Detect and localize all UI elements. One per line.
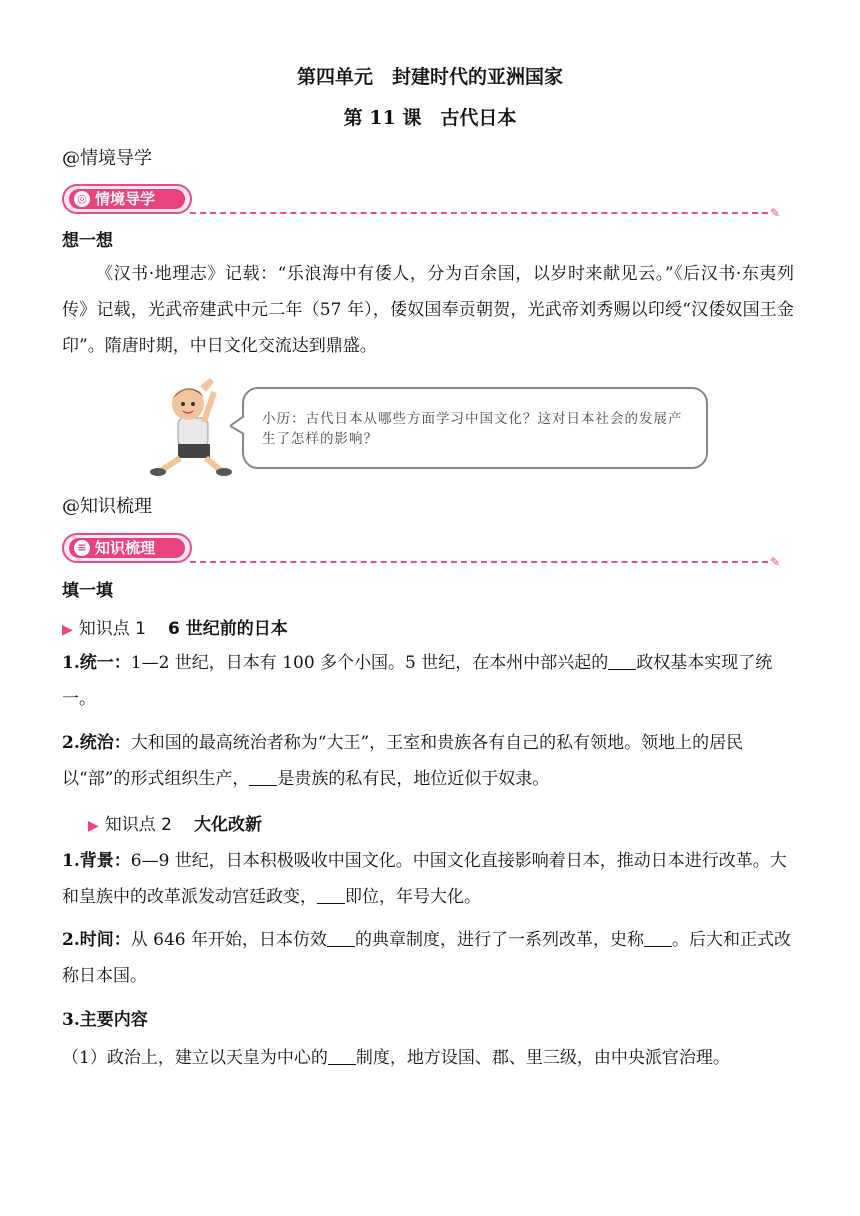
fill-blank[interactable] bbox=[328, 1046, 356, 1065]
item-text: 。后大和正式改称日本国。 bbox=[62, 930, 792, 986]
item-label: 统治： bbox=[79, 733, 131, 753]
fill-blank[interactable] bbox=[249, 767, 277, 786]
banner-knowledge bbox=[62, 533, 782, 569]
kp2-sub1 bbox=[62, 1040, 794, 1076]
item-text: 从 646 年开始，日本仿效 bbox=[130, 930, 328, 950]
item-number: 2. bbox=[62, 733, 80, 753]
item-label: 背景： bbox=[79, 851, 131, 871]
item-text: （1）政治上，建立以天皇为中心的 bbox=[62, 1048, 328, 1068]
triangle-icon: ▶ bbox=[62, 622, 73, 638]
kp2-item3 bbox=[62, 1002, 794, 1038]
bubble-tail bbox=[230, 416, 246, 436]
heading-think: 想一想 bbox=[62, 231, 113, 251]
kp1-title: 6 世纪前的日本 bbox=[168, 619, 288, 639]
kp2-label: 知识点 2 bbox=[104, 815, 173, 835]
kp1-item2 bbox=[62, 725, 794, 797]
fill-blank[interactable] bbox=[644, 928, 672, 947]
pencil-icon: ✎ bbox=[770, 555, 781, 569]
item-number: 3. bbox=[62, 1010, 80, 1030]
banner-label: 知识梳理 bbox=[95, 539, 156, 557]
item-number: 2. bbox=[62, 930, 80, 950]
banner-situation bbox=[62, 184, 782, 220]
banner-pill bbox=[62, 184, 192, 214]
kp2-title: 大化改新 bbox=[194, 815, 263, 835]
item-number: 1. bbox=[62, 653, 80, 673]
boy-illustration bbox=[148, 378, 238, 478]
item-text: 6—9 世纪，日本积极吸收中国文化。中国文化直接影响着日本，推动日本进行改革。大和皇族中的改革派发动宫廷政变， bbox=[62, 851, 787, 907]
lesson-title: 第 11 课 古代日本 bbox=[343, 107, 517, 129]
item-text: 政权基本实现了统一。 bbox=[62, 653, 773, 709]
banner-pill bbox=[62, 533, 192, 563]
target-icon: ◎ bbox=[74, 191, 90, 207]
banner-divider bbox=[190, 212, 768, 214]
item-text: 1—2 世纪，日本有 100 多个小国。5 世纪，在本州中部兴起的 bbox=[130, 653, 609, 673]
kp1-heading bbox=[62, 614, 288, 639]
unit-title: 第四单元 封建时代的亚洲国家 bbox=[296, 66, 563, 88]
item-number: 1. bbox=[62, 851, 80, 871]
heading-fill: 填一填 bbox=[62, 581, 113, 601]
item-label: 主要内容 bbox=[79, 1010, 148, 1030]
kp2-heading bbox=[88, 810, 262, 835]
section-marker-situation: @情境导学 bbox=[62, 148, 152, 169]
pencil-icon: ✎ bbox=[770, 206, 781, 220]
kp1-label: 知识点 1 bbox=[78, 619, 147, 639]
triangle-icon: ▶ bbox=[88, 818, 99, 834]
fill-blank[interactable] bbox=[317, 885, 345, 904]
bubble-text: 小历：古代日本从哪些方面学习中国文化？这对日本社会的发展产生了怎样的影响？ bbox=[262, 411, 683, 447]
kp2-item1 bbox=[62, 843, 794, 915]
fill-blank[interactable] bbox=[608, 651, 636, 670]
kp1-item1 bbox=[62, 645, 794, 717]
kp2-item2 bbox=[62, 922, 794, 994]
banner-divider bbox=[190, 561, 768, 563]
section-marker-knowledge: @知识梳理 bbox=[62, 496, 152, 517]
item-label: 时间： bbox=[79, 930, 131, 950]
fill-blank[interactable] bbox=[327, 928, 355, 947]
item-text: 大和国的最高统治者称为“大王”，王室和贵族各有自己的私有领地。领地上的居民以“部”的形式组织生产， bbox=[62, 733, 744, 789]
item-label: 统一： bbox=[79, 653, 131, 673]
speech-bubble bbox=[242, 387, 708, 469]
layers-icon: ≡ bbox=[74, 540, 90, 556]
item-text: 即位，年号大化。 bbox=[345, 887, 481, 907]
banner-label: 情境导学 bbox=[95, 190, 156, 208]
item-text: 制度，地方设国、郡、里三级，由中央派官治理。 bbox=[355, 1048, 730, 1068]
intro-paragraph: 《汉书·地理志》记载：“乐浪海中有倭人，分为百余国，以岁时来献见云。”《后汉书·东夷列传》记载，光武帝建武中元二年（57 年），倭奴国奉贡朝贺，光武帝刘秀赐以印绶“汉倭奴国王金印”。隋唐时期，中日文化交流达到鼎盛。 bbox=[62, 264, 794, 356]
item-text: 的典章制度，进行了一系列改革，史称 bbox=[355, 930, 645, 950]
item-text: 是贵族的私有民，地位近似于奴隶。 bbox=[277, 769, 550, 789]
